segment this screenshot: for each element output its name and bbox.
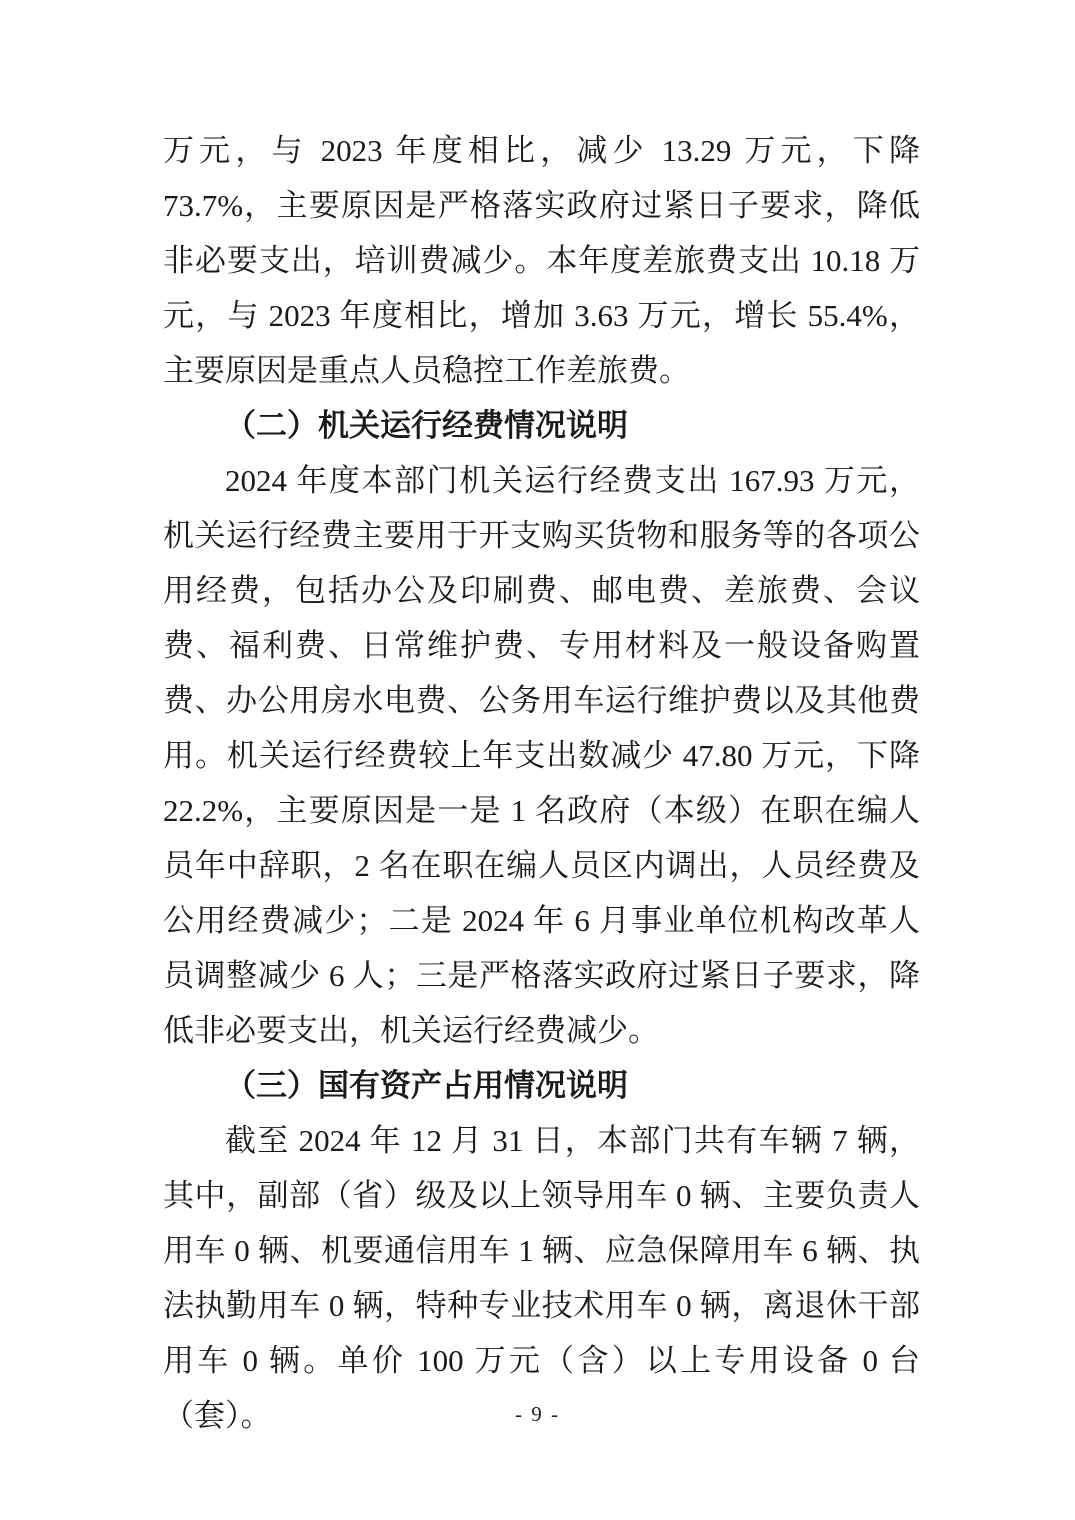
paragraph-state-assets-detail: 截至 2024 年 12 月 31 日，本部门共有车辆 7 辆，其中，副部（省）级及以上领导用车 0 辆、主要负责人用车 0 辆、机要通信用车 1 辆、应急保障用车 6 辆、执法执勤用车 0 辆，特种专业技术用车 0 辆，离退休干部用车 0 辆。单价 100 万元（含）以上专用设备 0 台（套）。 [163,1123,920,1433]
heading-section-2-operating-funds: （二）机关运行经费情况说明 [225,408,628,443]
document-body [163,123,920,1443]
page-number: - 9 - [515,1402,560,1426]
heading-section-3-state-assets: （三）国有资产占用情况说明 [225,1068,628,1103]
paragraph-training-travel-expense: 万元，与 2023 年度相比，减少 13.29 万元，下降 73.7%，主要原因是严格落实政府过紧日子要求，降低非必要支出，培训费减少。本年度差旅费支出 10.18 万元，与 2023 年度相比，增加 3.63 万元，增长 55.4%，主要原因是重点人员稳控工作差旅费。 [163,133,920,388]
paragraph-operating-funds-detail: 2024 年度本部门机关运行经费支出 167.93 万元，机关运行经费主要用于开支购买货物和服务等的各项公用经费，包括办公及印刷费、邮电费、差旅费、会议费、福利费、日常维护费、专用材料及一般设备购置费、办公用房水电费、公务用车运行维护费以及其他费用。机关运行经费较上年支出数减少 47.80 万元，下降 22.2%，主要原因是一是 1 名政府（本级）在职在编人员年中辞职，2 名在职在编人员区内调出，人员经费及公用经费减少；二是 2024 年 6 月事业单位机构改革人员调整减少 6 人；三是严格落实政府过紧日子要求，降低非必要支出，机关运行经费减少。 [163,463,920,1048]
